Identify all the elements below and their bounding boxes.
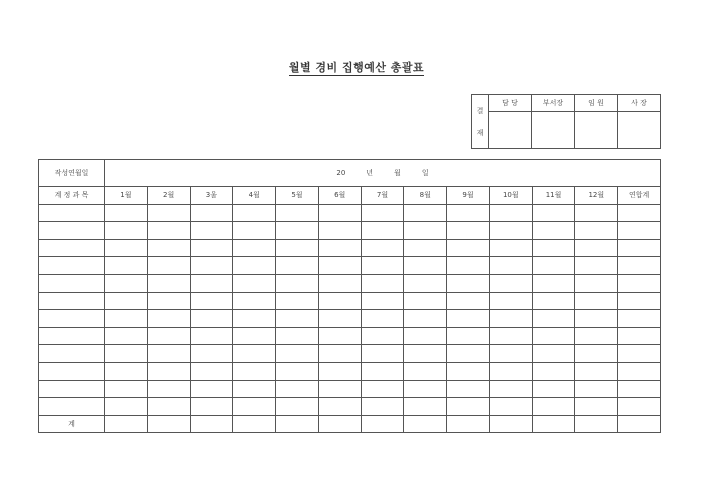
- amount-cell[interactable]: [147, 222, 190, 240]
- amount-cell[interactable]: [575, 239, 618, 257]
- table-row: [39, 274, 661, 292]
- amount-cell[interactable]: [575, 310, 618, 328]
- month-header: 10월: [489, 187, 532, 205]
- amount-cell[interactable]: [233, 327, 276, 345]
- amount-cell[interactable]: [190, 274, 233, 292]
- amount-cell[interactable]: [575, 380, 618, 398]
- amount-cell[interactable]: [147, 274, 190, 292]
- amount-cell[interactable]: [190, 380, 233, 398]
- total-cell[interactable]: [361, 415, 404, 433]
- amount-cell[interactable]: [318, 292, 361, 310]
- amount-cell[interactable]: [105, 292, 148, 310]
- amount-cell[interactable]: [361, 292, 404, 310]
- table-row: [39, 239, 661, 257]
- amount-cell[interactable]: [532, 310, 575, 328]
- amount-cell[interactable]: [147, 292, 190, 310]
- amount-cell[interactable]: [233, 239, 276, 257]
- signature-cell[interactable]: [618, 112, 661, 149]
- amount-cell[interactable]: [618, 204, 661, 222]
- amount-cell[interactable]: [489, 310, 532, 328]
- amount-cell[interactable]: [489, 362, 532, 380]
- amount-cell[interactable]: [361, 204, 404, 222]
- amount-cell[interactable]: [404, 222, 447, 240]
- amount-cell[interactable]: [147, 398, 190, 416]
- amount-cell[interactable]: [575, 398, 618, 416]
- amount-cell[interactable]: [489, 292, 532, 310]
- budget-table: [38, 159, 661, 433]
- amount-cell[interactable]: [404, 239, 447, 257]
- amount-cell[interactable]: [404, 310, 447, 328]
- account-cell[interactable]: [39, 398, 105, 416]
- total-cell[interactable]: [105, 415, 148, 433]
- amount-cell[interactable]: [147, 380, 190, 398]
- amount-cell[interactable]: [361, 274, 404, 292]
- amount-cell[interactable]: [447, 292, 490, 310]
- amount-cell[interactable]: [532, 327, 575, 345]
- table-row: [39, 310, 661, 328]
- account-cell[interactable]: [39, 362, 105, 380]
- total-cell[interactable]: [404, 415, 447, 433]
- amount-cell[interactable]: [105, 327, 148, 345]
- amount-cell[interactable]: [233, 204, 276, 222]
- table-row: [39, 292, 661, 310]
- amount-cell[interactable]: [404, 257, 447, 275]
- total-cell[interactable]: [447, 415, 490, 433]
- table-row: [39, 398, 661, 416]
- total-cell[interactable]: [147, 415, 190, 433]
- month-header: 3울: [190, 187, 233, 205]
- month-header: 4월: [233, 187, 276, 205]
- amount-cell[interactable]: [276, 274, 319, 292]
- amount-cell[interactable]: [105, 204, 148, 222]
- amount-cell[interactable]: [318, 310, 361, 328]
- annual-total-header: 연합계: [618, 187, 661, 205]
- amount-cell[interactable]: [105, 274, 148, 292]
- amount-cell[interactable]: [489, 257, 532, 275]
- amount-cell[interactable]: [147, 257, 190, 275]
- amount-cell[interactable]: [361, 257, 404, 275]
- amount-cell[interactable]: [404, 327, 447, 345]
- amount-cell[interactable]: [190, 398, 233, 416]
- amount-cell[interactable]: [532, 204, 575, 222]
- amount-cell[interactable]: [532, 239, 575, 257]
- approval-role-president: 사 장: [618, 95, 661, 112]
- amount-cell[interactable]: [447, 274, 490, 292]
- amount-cell[interactable]: [404, 274, 447, 292]
- account-cell[interactable]: [39, 345, 105, 363]
- amount-cell[interactable]: [361, 380, 404, 398]
- amount-cell[interactable]: [147, 204, 190, 222]
- amount-cell[interactable]: [489, 380, 532, 398]
- amount-cell[interactable]: [361, 362, 404, 380]
- amount-cell[interactable]: [404, 292, 447, 310]
- month-header: 2월: [147, 187, 190, 205]
- amount-cell[interactable]: [318, 345, 361, 363]
- amount-cell[interactable]: [361, 310, 404, 328]
- amount-cell[interactable]: [618, 310, 661, 328]
- amount-cell[interactable]: [532, 362, 575, 380]
- amount-cell[interactable]: [233, 292, 276, 310]
- total-label: 계: [39, 415, 105, 433]
- amount-cell[interactable]: [489, 239, 532, 257]
- amount-cell[interactable]: [361, 345, 404, 363]
- amount-cell[interactable]: [447, 310, 490, 328]
- amount-cell[interactable]: [276, 362, 319, 380]
- amount-cell[interactable]: [318, 398, 361, 416]
- month-header: 9월: [447, 187, 490, 205]
- amount-cell[interactable]: [233, 398, 276, 416]
- amount-cell[interactable]: [575, 362, 618, 380]
- amount-cell[interactable]: [618, 380, 661, 398]
- amount-cell[interactable]: [447, 398, 490, 416]
- amount-cell[interactable]: [618, 222, 661, 240]
- amount-cell[interactable]: [447, 362, 490, 380]
- amount-cell[interactable]: [276, 204, 319, 222]
- approval-role-executive: 임 원: [575, 95, 618, 112]
- amount-cell[interactable]: [447, 204, 490, 222]
- total-cell[interactable]: [190, 415, 233, 433]
- amount-cell[interactable]: [575, 204, 618, 222]
- month-header: 5월: [276, 187, 319, 205]
- total-cell[interactable]: [618, 415, 661, 433]
- amount-cell[interactable]: [105, 398, 148, 416]
- amount-cell[interactable]: [532, 274, 575, 292]
- account-cell[interactable]: [39, 380, 105, 398]
- amount-cell[interactable]: [489, 204, 532, 222]
- month-header: 11월: [532, 187, 575, 205]
- table-row: [39, 204, 661, 222]
- month-header: 7월: [361, 187, 404, 205]
- amount-cell[interactable]: [404, 362, 447, 380]
- amount-cell[interactable]: [404, 204, 447, 222]
- amount-cell[interactable]: [575, 345, 618, 363]
- table-row: [39, 380, 661, 398]
- account-cell[interactable]: [39, 327, 105, 345]
- amount-cell[interactable]: [105, 239, 148, 257]
- approval-box: [471, 94, 661, 149]
- amount-cell[interactable]: [276, 327, 319, 345]
- amount-cell[interactable]: [318, 222, 361, 240]
- amount-cell[interactable]: [190, 292, 233, 310]
- month-header: 6월: [318, 187, 361, 205]
- document-title: 월별 경비 집행예산 총괄표: [288, 61, 425, 74]
- amount-cell[interactable]: [190, 327, 233, 345]
- table-row: [39, 327, 661, 345]
- amount-cell[interactable]: [489, 222, 532, 240]
- total-cell[interactable]: [532, 415, 575, 433]
- amount-cell[interactable]: [575, 327, 618, 345]
- amount-cell[interactable]: [318, 274, 361, 292]
- amount-cell[interactable]: [618, 327, 661, 345]
- amount-cell[interactable]: [233, 345, 276, 363]
- total-cell[interactable]: [489, 415, 532, 433]
- account-cell[interactable]: [39, 274, 105, 292]
- amount-cell[interactable]: [276, 380, 319, 398]
- amount-cell[interactable]: [618, 362, 661, 380]
- amount-cell[interactable]: [532, 380, 575, 398]
- amount-cell[interactable]: [447, 327, 490, 345]
- amount-cell[interactable]: [276, 398, 319, 416]
- amount-cell[interactable]: [618, 274, 661, 292]
- amount-cell[interactable]: [575, 257, 618, 275]
- total-row: [39, 415, 661, 433]
- amount-cell[interactable]: [147, 362, 190, 380]
- amount-cell[interactable]: [105, 257, 148, 275]
- amount-cell[interactable]: [276, 257, 319, 275]
- date-label: 작성연월일: [39, 160, 105, 187]
- month-header: 12월: [575, 187, 618, 205]
- account-cell[interactable]: [39, 204, 105, 222]
- total-cell[interactable]: [575, 415, 618, 433]
- amount-cell[interactable]: [318, 380, 361, 398]
- amount-cell[interactable]: [618, 257, 661, 275]
- amount-cell[interactable]: [190, 310, 233, 328]
- amount-cell[interactable]: [276, 239, 319, 257]
- month-header: 1월: [105, 187, 148, 205]
- amount-cell[interactable]: [618, 239, 661, 257]
- amount-cell[interactable]: [532, 292, 575, 310]
- amount-cell[interactable]: [233, 257, 276, 275]
- signature-cell[interactable]: [532, 112, 575, 149]
- amount-cell[interactable]: [105, 310, 148, 328]
- amount-cell[interactable]: [233, 310, 276, 328]
- amount-cell[interactable]: [190, 362, 233, 380]
- amount-cell[interactable]: [318, 257, 361, 275]
- amount-cell[interactable]: [190, 257, 233, 275]
- amount-cell[interactable]: [575, 274, 618, 292]
- amount-cell[interactable]: [532, 222, 575, 240]
- amount-cell[interactable]: [618, 398, 661, 416]
- amount-cell[interactable]: [447, 345, 490, 363]
- amount-cell[interactable]: [532, 345, 575, 363]
- amount-cell[interactable]: [618, 292, 661, 310]
- amount-cell[interactable]: [233, 274, 276, 292]
- amount-cell[interactable]: [276, 222, 319, 240]
- amount-cell[interactable]: [147, 345, 190, 363]
- total-cell[interactable]: [233, 415, 276, 433]
- date-field[interactable]: 20 년 월 일: [105, 160, 661, 187]
- month-header: 8월: [404, 187, 447, 205]
- total-cell[interactable]: [276, 415, 319, 433]
- amount-cell[interactable]: [105, 362, 148, 380]
- amount-cell[interactable]: [105, 222, 148, 240]
- amount-cell[interactable]: [190, 204, 233, 222]
- amount-cell[interactable]: [489, 327, 532, 345]
- amount-cell[interactable]: [276, 310, 319, 328]
- table-row: [39, 362, 661, 380]
- amount-cell[interactable]: [361, 222, 404, 240]
- amount-cell[interactable]: [318, 327, 361, 345]
- amount-cell[interactable]: [532, 257, 575, 275]
- account-cell[interactable]: [39, 310, 105, 328]
- amount-cell[interactable]: [489, 345, 532, 363]
- amount-cell[interactable]: [190, 222, 233, 240]
- amount-cell[interactable]: [233, 222, 276, 240]
- amount-cell[interactable]: [361, 239, 404, 257]
- amount-cell[interactable]: [575, 222, 618, 240]
- amount-cell[interactable]: [404, 345, 447, 363]
- signature-cell[interactable]: [575, 112, 618, 149]
- amount-cell[interactable]: [404, 380, 447, 398]
- amount-cell[interactable]: [489, 274, 532, 292]
- table-row: [39, 345, 661, 363]
- amount-cell[interactable]: [361, 327, 404, 345]
- amount-cell[interactable]: [532, 398, 575, 416]
- amount-cell[interactable]: [233, 380, 276, 398]
- approval-side-label: 결 재: [472, 95, 489, 149]
- amount-cell[interactable]: [404, 398, 447, 416]
- approval-role-staff: 담 당: [489, 95, 532, 112]
- approval-role-manager: 부서장: [532, 95, 575, 112]
- amount-cell[interactable]: [276, 292, 319, 310]
- amount-cell[interactable]: [233, 362, 276, 380]
- table-row: [39, 257, 661, 275]
- account-cell[interactable]: [39, 257, 105, 275]
- account-cell[interactable]: [39, 239, 105, 257]
- amount-cell[interactable]: [276, 345, 319, 363]
- signature-cell[interactable]: [489, 112, 532, 149]
- amount-cell[interactable]: [489, 398, 532, 416]
- amount-cell[interactable]: [318, 362, 361, 380]
- account-cell[interactable]: [39, 292, 105, 310]
- amount-cell[interactable]: [447, 222, 490, 240]
- amount-cell[interactable]: [618, 345, 661, 363]
- amount-cell[interactable]: [318, 239, 361, 257]
- total-cell[interactable]: [318, 415, 361, 433]
- account-cell[interactable]: [39, 222, 105, 240]
- column-header-row: [39, 187, 661, 205]
- amount-cell[interactable]: [447, 239, 490, 257]
- amount-cell[interactable]: [190, 345, 233, 363]
- amount-cell[interactable]: [190, 239, 233, 257]
- amount-cell[interactable]: [147, 310, 190, 328]
- amount-cell[interactable]: [447, 257, 490, 275]
- account-header: 계 정 과 목: [39, 187, 105, 205]
- amount-cell[interactable]: [147, 327, 190, 345]
- amount-cell[interactable]: [361, 398, 404, 416]
- amount-cell[interactable]: [147, 239, 190, 257]
- amount-cell[interactable]: [318, 204, 361, 222]
- amount-cell[interactable]: [105, 380, 148, 398]
- table-row: [39, 222, 661, 240]
- amount-cell[interactable]: [105, 345, 148, 363]
- amount-cell[interactable]: [575, 292, 618, 310]
- amount-cell[interactable]: [447, 380, 490, 398]
